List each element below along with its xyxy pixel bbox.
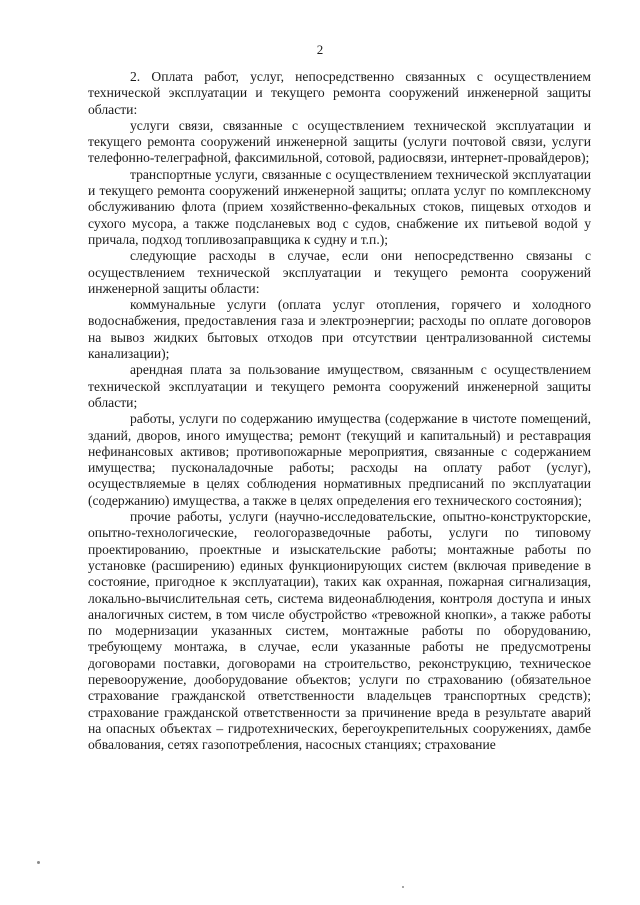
paragraph-rent: арендная плата за пользование имуществом, связанным с осуществлением технической эксплуатации и текущего ремонта сооружений инженерной защиты области; [88,362,591,410]
paragraph-property-maintenance: работы, услуги по содержанию имущества (содержание в чистоте помещений, зданий, дворов, иного имущества; ремонт (текущий и капитальный) и реставрация нефинансовых активов; противопожарные мероприятия, связанные с содержанием имущества; пусконаладочные работы; расходы на оплату работ (услуг), осуществляемые в целях соблюдения нормативных предписаний по эксплуатации (содержанию) имущества, а также в целях определения его технического состояния); [88,411,591,508]
scan-speck [37,861,40,864]
paragraph-communication-services: услуги связи, связанные с осуществлением технической эксплуатации и текущего ремонта сооружений инженерной защиты (услуги почтовой связи, услуги телефонно-телеграфной, факсимильной, сотовой, радиосвязи, интернет-провайдеров); [88,117,591,166]
paragraph-utility-services: коммунальные услуги (оплата услуг отопления, горячего и холодного водоснабжения, предоставления газа и электроэнергии; расходы по оплате договоров на вывоз жидких бытовых отходов при отсутствии централизованной системы канализации); [88,297,591,362]
paragraph-transport-services: транспортные услуги, связанные с осуществлением технической эксплуатации и текущего ремонта сооружений инженерной защиты; оплата услуг по комплексному обслуживанию флота (прием хозяйственно-фекальных стоков, пищевых отходов и сухого мусора, а также подсланевых вод с судов, снабжение их питьевой водой у причала, подход топливозаправщика к судну и т.п.); [88,166,591,247]
paragraph-payment-heading: 2. Оплата работ, услуг, непосредственно связанных с осуществлением технической эксплуатации и текущего ремонта сооружений инженерной защиты области: [88,69,591,117]
paragraph-other-works: прочие работы, услуги (научно-исследовательские, опытно-конструкторские, опытно-технологические, геологоразведочные работы, услуги по типовому проектированию, проектные и изыскательские работы; монтажные работы по установке (расширению) единых функционирующих систем (включая приведение в состояние, пригодное к эксплуатации), таких как охранная, пожарная сигнализация, локально-вычислительная сеть, система видеонаблюдения, контроля доступа и иных аналогичных систем, в том числе обустройство «тревожной кнопки», а также работы по модернизации указанных систем, монтажные работы по оборудованию, требующему монтажа, в случае, если указанные работы не предусмотрены договорами поставки, договорами на строительство, реконструкцию, техническое перевооружение, дооборудование объектов; услуги по страхованию (обязательное страхование гражданской ответственности владельцев транспортных средств); страхование гражданской ответственности за причинение вреда в результате аварий на опасных объектах – гидротехнических, берегоукрепительных сооружениях, дамбе обвалования, сетях газопотребления, насосных станциях; страхование [88,509,591,753]
scan-speck [402,886,404,888]
paragraph-following-expenses: следующие расходы в случае, если они непосредственно связаны с осуществлением технической эксплуатации и текущего ремонта сооружений инженерной защиты области: [88,248,591,296]
page-number: 2 [316,42,324,57]
body-text [88,69,591,753]
